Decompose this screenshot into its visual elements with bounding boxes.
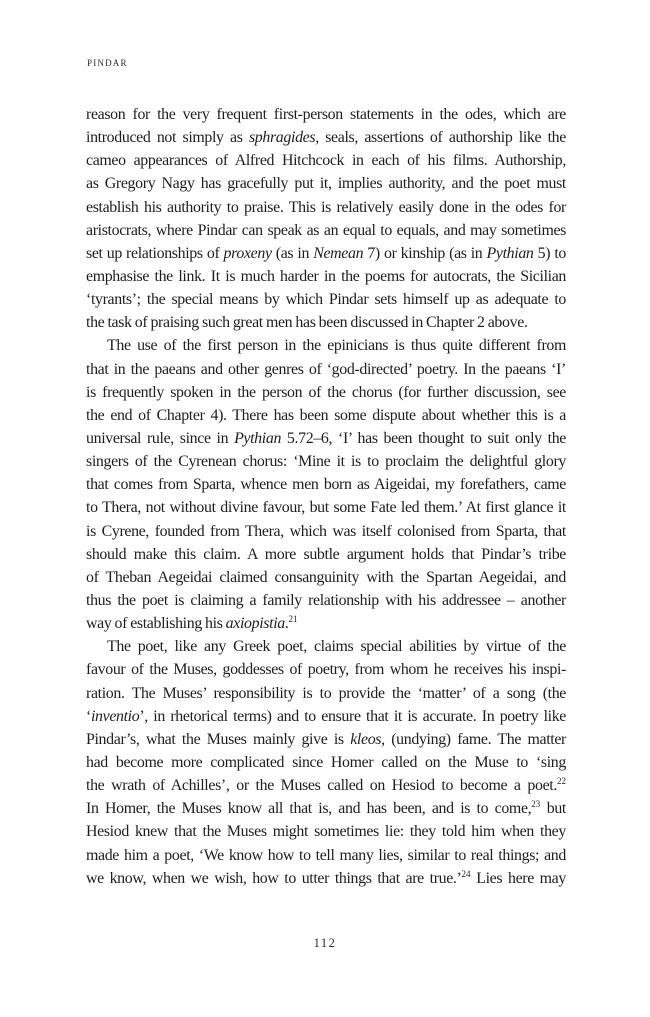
text-line [86, 126, 566, 149]
footnote-marker: 22 [557, 776, 566, 787]
text-segment: to Thera, not without divine favour, but some Fate led them.’ At first glance it [86, 499, 566, 517]
text-line [86, 751, 566, 774]
text-line [86, 381, 566, 404]
text-line [86, 219, 566, 242]
text-segment: The use of the first person in the epinicians is thus quite different from [107, 337, 566, 355]
text-segment: , seals, assertions of authorship like the [315, 129, 566, 147]
text-segment: In Homer, the Muses know all that is, and has been, and is to come, [86, 800, 532, 818]
footnote-marker: 24 [461, 868, 471, 879]
text-segment: 7) or kinship (as in [363, 244, 487, 262]
text-segment: is Cyrene, founded from Thera, which was itself colonised from Sparta, that [86, 522, 566, 540]
text-segment: Hesiod knew that the Muses might sometimes lie: they told him when they [86, 823, 566, 841]
text-line [86, 682, 566, 705]
text-line [86, 612, 566, 635]
text-segment: thus the poet is claiming a family relationship with his addressee – another [86, 591, 566, 609]
text-line [86, 658, 566, 681]
text-line [86, 265, 566, 288]
text-line [86, 705, 566, 728]
text-segment: Pindar’s, what the Muses mainly give is [86, 730, 351, 748]
page-number: 112 [313, 936, 337, 950]
text-segment: of Theban Aegeidai claimed consanguinity with the Spartan Aegeidai, and [86, 568, 566, 586]
text-segment: the task of praising such great men has been discussed in Chapter 2 above. [86, 314, 528, 332]
text-segment: way of establishing his [86, 615, 226, 633]
text-segment: ‘tyrants’; the special means by which Pindar sets himself up as adequate to [86, 291, 566, 309]
text-line [86, 820, 566, 843]
text-segment: (undying) fame. The matter [384, 730, 566, 748]
text-segment: 5.72–6, ‘I’ has been thought to suit only the [281, 429, 566, 447]
text-line [86, 334, 566, 357]
text-segment: aristocrats, where Pindar can speak as an equal to equals, and may sometimes [86, 221, 566, 239]
text-segment: cameo appearances of Alfred Hitchcock in each of his films. Authorship, [86, 152, 566, 170]
italic-term: proxeny [223, 244, 272, 262]
text-segment: but [540, 800, 566, 818]
text-line [86, 450, 566, 473]
text-segment: as Gregory Nagy has gracefully put it, implies authority, and the poet must [86, 175, 566, 193]
text-segment: that in the paeans and other genres of ‘god-directed’ poetry. In the paeans ‘I’ [86, 360, 566, 378]
text-line [86, 358, 566, 381]
text-line [86, 728, 566, 751]
text-segment: (as in [271, 244, 314, 262]
text-segment: ’, in rhetorical terms) and to ensure that it is accurate. In poetry like [139, 707, 566, 725]
text-segment: ration. The Muses’ responsibility is to provide the ‘matter’ of a song (the [86, 684, 566, 702]
text-segment: ‘ [86, 707, 91, 725]
text-line [86, 589, 566, 612]
text-line [86, 103, 566, 126]
text-segment: 5) to [533, 244, 566, 262]
text-segment: had become more complicated since Homer called on the Muse to ‘sing [86, 753, 566, 771]
text-segment: reason for the very frequent first-person statements in the odes, which are [86, 106, 566, 123]
footnote-marker: 23 [531, 799, 541, 810]
text-segment: that comes from Sparta, whence men born as Aigeidai, my forefathers, came [86, 476, 566, 494]
text-line [86, 427, 566, 450]
italic-term: axiopistia [225, 615, 285, 633]
text-segment: the wrath of Achilles’, or the Muses called on Hesiod to become a poet. [86, 777, 557, 795]
text-segment: introduced not simply as [86, 129, 249, 147]
italic-term: sphragides [248, 129, 316, 147]
text-segment: . [284, 615, 289, 633]
text-segment: Lies here may [470, 869, 566, 887]
italic-term: Pythian [234, 429, 282, 447]
text-segment: emphasise the link. It is much harder in the poems for autocrats, the Sicilian [86, 267, 566, 285]
text-segment: the end of Chapter 4). There has been some dispute about whether this is a [86, 406, 566, 424]
text-segment: The poet, like any Greek poet, claims special abilities by virtue of the [107, 638, 566, 656]
italic-term: kleos, [350, 730, 385, 748]
text-line [86, 496, 566, 519]
italic-term: Pythian [486, 244, 534, 262]
italic-term: Nemean [313, 244, 364, 262]
text-line [86, 543, 566, 566]
text-line [86, 635, 566, 658]
text-line [86, 774, 566, 797]
text-line [86, 288, 566, 311]
text-line [86, 196, 566, 219]
text-line [86, 566, 566, 589]
text-line [86, 797, 566, 820]
text-line [86, 311, 566, 334]
text-segment: favour of the Muses, goddesses of poetry, from whom he receives his inspi- [86, 661, 566, 679]
text-line [86, 473, 566, 496]
running-head: pindar [87, 54, 128, 69]
text-segment: establish his authority to praise. This is relatively easily done in the odes for [86, 198, 566, 216]
text-segment: universal rule, since in [86, 429, 235, 447]
text-segment: should make this claim. A more subtle argument holds that Pindar’s tribe [86, 545, 566, 563]
text-line [86, 172, 566, 195]
footnote-marker: 21 [288, 614, 298, 625]
text-line [86, 520, 566, 543]
text-line [86, 149, 566, 172]
text-line [86, 404, 566, 427]
text-segment: singers of the Cyrenean chorus: ‘Mine it is to proclaim the delightful glory [86, 453, 566, 471]
italic-term: inventio [90, 707, 140, 725]
text-segment: is frequently spoken in the person of the chorus (for further discussion, see [86, 383, 566, 401]
text-segment: set up relationships of [86, 244, 224, 262]
body-text [86, 103, 566, 890]
text-segment: we know, when we wish, how to utter things that are true.’ [86, 869, 462, 887]
text-line [86, 242, 566, 265]
text-line [86, 867, 566, 890]
text-segment: made him a poet, ‘We know how to tell many lies, similar to real things; and [86, 846, 566, 864]
text-line [86, 844, 566, 867]
